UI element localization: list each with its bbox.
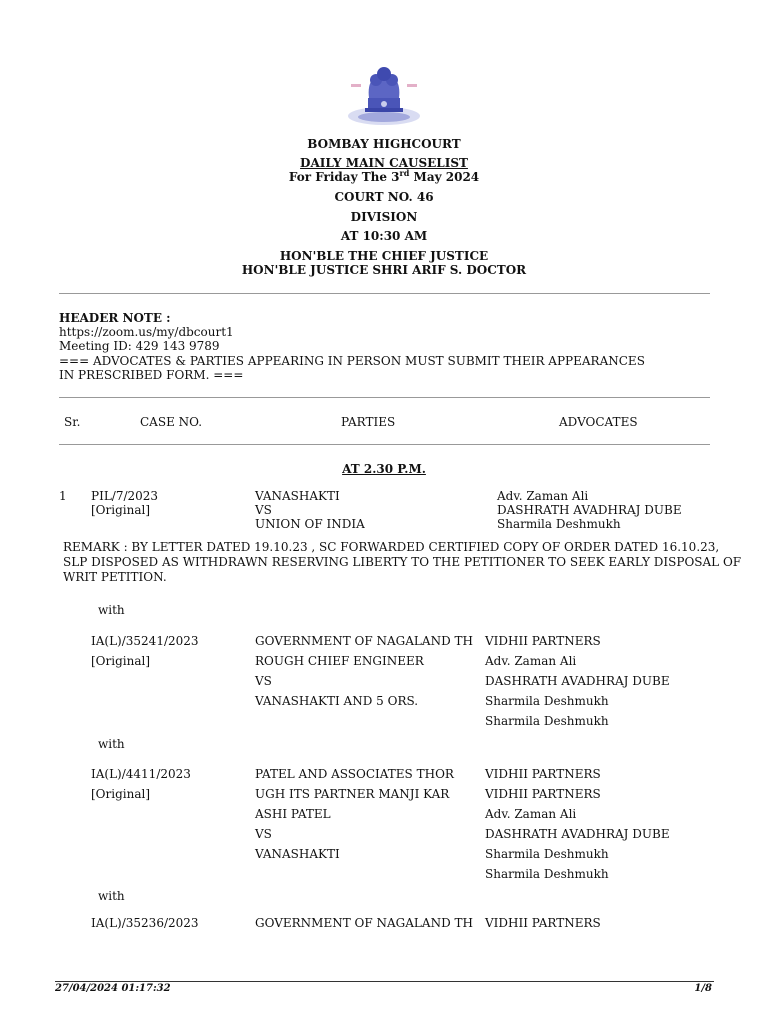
- item-sr: 1: [59, 489, 67, 503]
- advocate-line: Adv. Zaman Ali: [485, 654, 577, 668]
- remark-line: WRIT PETITION.: [63, 570, 167, 584]
- sub-case-no: [91, 764, 191, 804]
- party-line: VS: [255, 827, 272, 841]
- advocate-line: VIDHII PARTNERS: [485, 787, 601, 801]
- footer-divider: [55, 981, 714, 982]
- sub-advocates: VIDHII PARTNERS: [485, 916, 601, 930]
- divider: [59, 397, 710, 398]
- advocate-line: Sharmila Deshmukh: [485, 867, 609, 881]
- party-line: UNION OF INDIA: [255, 517, 365, 531]
- col-case: CASE NO.: [140, 415, 203, 429]
- meeting-id: Meeting ID: 429 143 9789: [59, 339, 220, 353]
- sub-case-no: [91, 631, 199, 671]
- sitting-time: AT 10:30 AM: [340, 229, 428, 243]
- date-sup: rd: [399, 168, 410, 178]
- advocate-line: Adv. Zaman Ali: [497, 489, 589, 503]
- advocate-line: DASHRATH AVADHRAJ DUBE: [485, 674, 670, 688]
- sub-advocates: [485, 631, 670, 731]
- col-sr: Sr.: [64, 415, 81, 429]
- sub-parties: [255, 631, 473, 711]
- case-line: IA(L)/4411/2023: [91, 767, 191, 781]
- sub-parties: [255, 764, 454, 864]
- advocate-line: Sharmila Deshmukh: [485, 714, 609, 728]
- item-advocates: [497, 489, 682, 531]
- court-name: BOMBAY HIGHCOURT: [307, 137, 461, 151]
- party-line: GOVERNMENT OF NAGALAND TH: [255, 634, 473, 648]
- remark-line: SLP DISPOSED AS WITHDRAWN RESERVING LIBERTY TO THE PETITIONER TO SEEK EARLY DISPOSAL OF: [63, 555, 742, 569]
- footer-timestamp: 27/04/2024 01:17:32: [55, 983, 171, 994]
- case-line: [Original]: [91, 787, 151, 801]
- session-time: AT 2.30 P.M.: [342, 462, 426, 476]
- emblem-icon: [343, 62, 425, 128]
- party-line: VANASHAKTI AND 5 ORS.: [255, 694, 419, 708]
- date-prefix: For Friday The 3: [288, 170, 400, 184]
- item-remark: [63, 540, 741, 585]
- divider: [59, 444, 710, 445]
- header-note-label: HEADER NOTE :: [59, 311, 171, 325]
- bench-type: DIVISION: [350, 210, 418, 224]
- party-line: VANASHAKTI: [255, 847, 340, 861]
- list-date: [0, 170, 768, 184]
- case-line: IA(L)/35241/2023: [91, 634, 199, 648]
- col-parties: PARTIES: [341, 415, 396, 429]
- case-line: PIL/7/2023: [91, 489, 159, 503]
- remark-line: REMARK : BY LETTER DATED 19.10.23 , SC FORWARDED CERTIFIED COPY OF ORDER DATED 16.10.23,: [63, 540, 720, 554]
- item-case-no: [91, 489, 158, 517]
- advocate-line: VIDHII PARTNERS: [485, 634, 601, 648]
- zoom-link[interactable]: https://zoom.us/my/dbcourt1: [59, 325, 234, 339]
- item-parties: [255, 489, 365, 531]
- advocate-line: Sharmila Deshmukh: [497, 517, 621, 531]
- page-number: 1/8: [694, 983, 712, 994]
- divider: [59, 293, 710, 294]
- advocate-line: Sharmila Deshmukh: [485, 847, 609, 861]
- case-line: [Original]: [91, 503, 151, 517]
- party-line: VS: [255, 674, 272, 688]
- advocate-line: DASHRATH AVADHRAJ DUBE: [497, 503, 682, 517]
- party-line: ASHI PATEL: [255, 807, 331, 821]
- with-label: with: [98, 603, 125, 617]
- party-line: VS: [255, 503, 272, 517]
- advocate-line: Adv. Zaman Ali: [485, 807, 577, 821]
- judge-2: HON'BLE JUSTICE SHRI ARIF S. DOCTOR: [241, 263, 527, 277]
- party-line: PATEL AND ASSOCIATES THOR: [255, 767, 454, 781]
- with-label: with: [98, 737, 125, 751]
- party-line: ROUGH CHIEF ENGINEER: [255, 654, 424, 668]
- list-type: DAILY MAIN CAUSELIST: [300, 156, 468, 170]
- sub-case-no: IA(L)/35236/2023: [91, 916, 199, 930]
- judge-1: HON'BLE THE CHIEF JUSTICE: [279, 249, 489, 263]
- court-no: COURT NO. 46: [334, 190, 434, 204]
- sub-advocates: [485, 764, 670, 884]
- party-line: VANASHAKTI: [255, 489, 340, 503]
- col-advocates: ADVOCATES: [559, 415, 638, 429]
- party-line: UGH ITS PARTNER MANJI KAR: [255, 787, 450, 801]
- case-line: [Original]: [91, 654, 151, 668]
- advocate-line: VIDHII PARTNERS: [485, 767, 601, 781]
- note-line-2: IN PRESCRIBED FORM. ===: [59, 368, 244, 382]
- date-suffix: May 2024: [409, 170, 480, 184]
- note-line-1: === ADVOCATES & PARTIES APPEARING IN PERSON MUST SUBMIT THEIR APPEARANCES: [59, 354, 645, 368]
- advocate-line: DASHRATH AVADHRAJ DUBE: [485, 827, 670, 841]
- advocate-line: Sharmila Deshmukh: [485, 694, 609, 708]
- sub-parties: GOVERNMENT OF NAGALAND TH: [255, 916, 473, 930]
- with-label: with: [98, 889, 125, 903]
